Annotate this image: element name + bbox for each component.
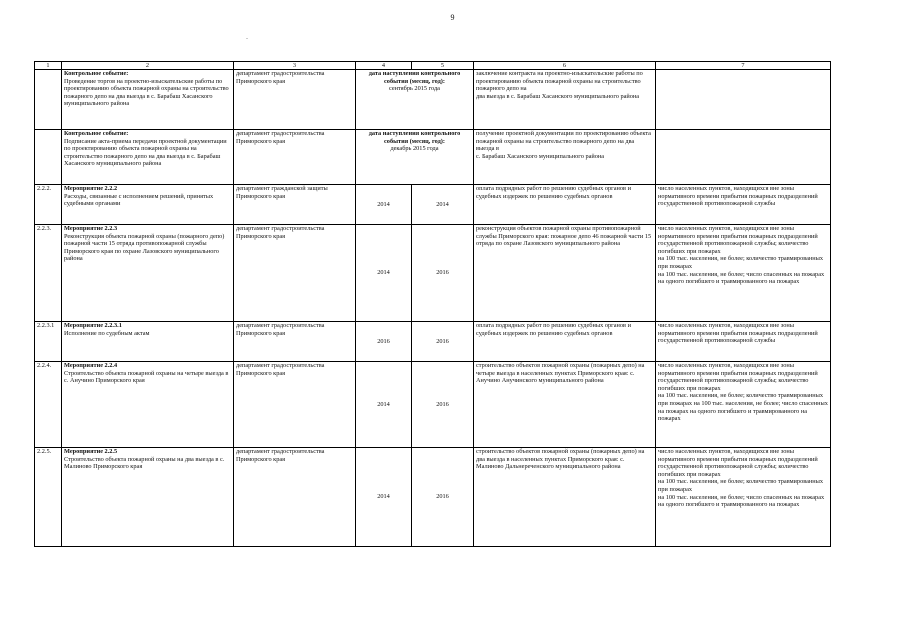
table-row bbox=[35, 448, 831, 547]
indicator-cell: число населенных пунктов, находящихся вне зоны нормативного времени прибытия пожарных подразделений государственной противопожарной службы bbox=[656, 322, 831, 362]
start-year-cell: 2016 bbox=[356, 322, 412, 362]
result-cell: заключение контракта на проектно-изыскательские работы по проектированию объекта пожарной охраны на строительство пожарного депо на два выезда в с. Барабаш Хасанского муниципального района bbox=[474, 70, 656, 130]
end-year-cell: 2014 bbox=[412, 185, 474, 225]
result-cell: оплата подрядных работ по решению судебных органов и судебных издержек по решению судебных органов bbox=[474, 322, 656, 362]
stray-mark: - bbox=[246, 36, 248, 42]
row-number: 2.2.4. bbox=[35, 362, 62, 448]
executor-cell: департамент градостроительства Приморского края bbox=[234, 70, 356, 130]
control-date-value: декабрь 2015 года bbox=[390, 145, 439, 153]
indicator-cell: число населенных пунктов, находящихся вне зоны нормативного времени прибытия пожарных подразделений государственной противопожарной службы; количество погибших при пожарах на 100 тыс. населения, не более; количество травмированных при пожарах на 100 тыс. населения, не более; число спасенных на пожарах на одного погибшего и травмированного на пожарах bbox=[656, 362, 831, 448]
header-cell-3: 3 bbox=[234, 62, 356, 70]
event-title: Контрольное событие: bbox=[64, 130, 129, 137]
result-cell: реконструкция объектов пожарной охраны противопожарной службы Приморского края: пожарное депо 46 пожарной части 15 отряда по охране Лазовского муниципального района bbox=[474, 225, 656, 322]
event-title: Контрольное событие: bbox=[64, 70, 129, 77]
event-title: Мероприятие 2.2.4 bbox=[64, 362, 118, 369]
row-number bbox=[35, 70, 62, 130]
control-date-title: дата наступления контрольного события (месяц, год): bbox=[368, 130, 461, 145]
control-date-title: дата наступления контрольного события (месяц, год): bbox=[368, 70, 461, 85]
event-title: Мероприятие 2.2.2 bbox=[64, 185, 118, 192]
indicator-cell: число населенных пунктов, находящихся вне зоны нормативного времени прибытия пожарных подразделений государственной противопожарной службы; количество погибших при пожарах на 100 тыс. населения, не более; количество травмированных при пожарах на 100 тыс. населения, не более; число спасенных на пожарах на одного погибшего и травмированного на пожарах bbox=[656, 225, 831, 322]
event-cell bbox=[62, 70, 234, 130]
row-number: 2.2.3.1 bbox=[35, 322, 62, 362]
indicator-cell: число населенных пунктов, находящихся вне зоны нормативного времени прибытия пожарных подразделений государственной противопожарной службы bbox=[656, 185, 831, 225]
event-title: Мероприятие 2.2.3 bbox=[64, 225, 118, 232]
executor-cell: департамент градостроительства Приморского края bbox=[234, 322, 356, 362]
event-text: Расходы, связанные с исполнением решений, принятых судебными органами bbox=[64, 192, 214, 208]
indicator-cell bbox=[656, 130, 831, 185]
result-cell: строительство объектов пожарной охраны (пожарных депо) на два выезда в населенных пунктах Приморского края: с. Малиново Дальнереченского муниципального района bbox=[474, 448, 656, 547]
header-cell-7: 7 bbox=[656, 62, 831, 70]
header-cell-6: 6 bbox=[474, 62, 656, 70]
end-year-cell: 2016 bbox=[412, 362, 474, 448]
result-cell: получение проектной документации по проектированию объекта пожарной охраны на строительство пожарного депо на два выезда в с. Барабаш Хасанского муниципального района bbox=[474, 130, 656, 185]
table-row bbox=[35, 130, 831, 185]
row-number: 2.2.2. bbox=[35, 185, 62, 225]
table-row bbox=[35, 322, 831, 362]
event-title: Мероприятие 2.2.5 bbox=[64, 448, 118, 455]
executor-cell: департамент градостроительства Приморского края bbox=[234, 362, 356, 448]
executor-cell: департамент градостроительства Приморского края bbox=[234, 448, 356, 547]
control-date-cell bbox=[356, 70, 474, 130]
event-cell bbox=[62, 322, 234, 362]
program-table bbox=[34, 61, 831, 547]
control-date-value: сентябрь 2015 года bbox=[389, 85, 440, 93]
executor-cell: департамент градостроительства Приморского края bbox=[234, 130, 356, 185]
start-year-cell: 2014 bbox=[356, 448, 412, 547]
event-cell bbox=[62, 448, 234, 547]
event-cell bbox=[62, 185, 234, 225]
start-year-cell: 2014 bbox=[356, 185, 412, 225]
header-cell-1: 1 bbox=[35, 62, 62, 70]
control-date-cell bbox=[356, 130, 474, 185]
row-number: 2.2.5. bbox=[35, 448, 62, 547]
event-cell bbox=[62, 362, 234, 448]
event-cell bbox=[62, 225, 234, 322]
end-year-cell: 2016 bbox=[412, 225, 474, 322]
event-cell bbox=[62, 130, 234, 185]
executor-cell: департамент гражданской защиты Приморского края bbox=[234, 185, 356, 225]
executor-cell: департамент градостроительства Приморского края bbox=[234, 225, 356, 322]
table-row bbox=[35, 70, 831, 130]
event-text: Строительство объекта пожарной охраны на два выезда в с. Малиново Приморского края bbox=[64, 455, 225, 471]
event-text: Исполнение по судебным актам bbox=[64, 329, 150, 337]
event-text: Строительство объекта пожарной охраны на четыре выезда в с. Анучино Приморского края bbox=[64, 369, 229, 385]
result-cell: строительство объектов пожарной охраны (пожарных депо) на четыре выезда в населенных пунктах Приморского края: с. Анучино Анучинского муниципального района bbox=[474, 362, 656, 448]
start-year-cell: 2014 bbox=[356, 362, 412, 448]
table-row bbox=[35, 225, 831, 322]
row-number: 2.2.3. bbox=[35, 225, 62, 322]
table-row bbox=[35, 362, 831, 448]
header-cell-5: 5 bbox=[412, 62, 474, 70]
indicator-cell bbox=[656, 70, 831, 130]
row-number bbox=[35, 130, 62, 185]
indicator-cell: число населенных пунктов, находящихся вне зоны нормативного времени прибытия пожарных подразделений государственной противопожарной службы; количество погибших при пожарах на 100 тыс. населения, не более; количество травмированных при пожарах на 100 тыс. населения, не более; число спасенных на пожарах на одного погибшего и травмированного на пожарах bbox=[656, 448, 831, 547]
header-cell-2: 2 bbox=[62, 62, 234, 70]
end-year-cell: 2016 bbox=[412, 448, 474, 547]
event-text: Проведение торгов на проектно-изыскательские работы по проектированию объекта пожарной охраны на строительство пожарного депо на два выезда в с. Барабаш Хасанского муниципального района bbox=[64, 77, 229, 108]
event-text: Подписание акта-приема передачи проектной документации по проектированию объекта пожарной охраны на строительство пожарного депо на два выезда в с. Барабаш Хасанского муниципального района bbox=[64, 137, 227, 168]
end-year-cell: 2016 bbox=[412, 322, 474, 362]
event-text: Реконструкция объекта пожарной охраны (пожарного депо) пожарной части 15 отряда противопожарной службы Приморского края по охране Лазовского муниципального района bbox=[64, 232, 225, 263]
header-cell-4: 4 bbox=[356, 62, 412, 70]
page-number: 9 bbox=[450, 13, 455, 22]
start-year-cell: 2014 bbox=[356, 225, 412, 322]
header-row bbox=[35, 62, 831, 70]
result-cell: оплата подрядных работ по решению судебных органов и судебных издержек по решению судебных органов bbox=[474, 185, 656, 225]
table-row bbox=[35, 185, 831, 225]
event-title: Мероприятие 2.2.3.1 bbox=[64, 322, 122, 329]
